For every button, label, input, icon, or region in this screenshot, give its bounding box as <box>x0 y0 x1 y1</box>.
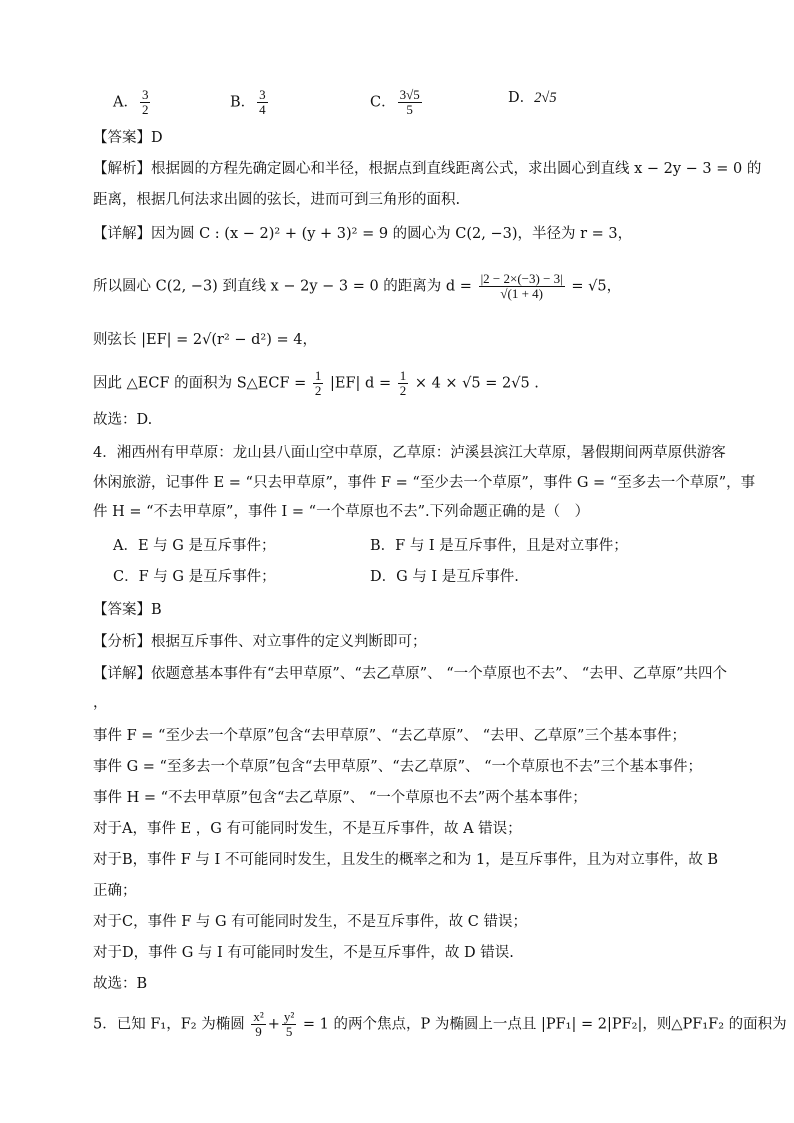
ellipse-fraction-x: $\frac{\text{x²}}{9}$ <box>253 1009 264 1039</box>
ellipse-fraction-y: $\frac{\text{y²}}{5}$ <box>283 1009 295 1039</box>
q3-option-a <box>113 88 152 117</box>
q3-detail-line-3: 则弦长 |EF| = 2√(r² − d²) = 4， <box>93 332 317 348</box>
q3-detail-line-5: 故选：D. <box>93 412 153 428</box>
q4-stem-line-2: 休闲旅游，记事件 E = “只去甲草原”，事件 F = “至少去一个草原”，事件 G = “至多去一个草原”，事 <box>93 475 756 491</box>
q3-option-c-label: C． <box>370 94 396 111</box>
q4-detail-line-9: 故选：B <box>93 976 148 992</box>
q4-detail-line-4: 事件 H = “不去甲草原”包含“去乙草原”、 “一个草原也不去”两个基本事件； <box>93 790 587 806</box>
q4-analysis: 【分析】根据互斥事件、对立事件的定义判断即可； <box>93 634 427 650</box>
answer-tag: 【答案】 <box>93 130 151 146</box>
q4-detail-line-6b: 正确； <box>93 883 137 899</box>
answer-value: B <box>151 602 162 618</box>
analysis-tag: 【解析】 <box>93 161 151 177</box>
q3-option-c <box>370 88 424 117</box>
q3-option-b-label: B． <box>230 94 256 111</box>
q3-option-d <box>508 88 557 108</box>
q4-option-d: D．G 与 I 是互斥事件. <box>370 569 519 585</box>
detail-tag: 【详解】 <box>93 666 151 682</box>
q4-detail-line-6: 对于B，事件 F 与 I 不可能同时发生，且发生的概率之和为 1，是互斥事件，且为对立事件，故 B <box>93 852 718 868</box>
q3-option-d-value: 2√5 <box>534 90 557 106</box>
q3-detail-line-2: 所以圆心 C(2, −3) 到直线 x − 2y − 3 = 0 的距离为 d = $\frac{|2 - 2\times(-3) - 3|}{√(1 + 4)}$ = √5， <box>93 271 622 301</box>
q4-detail-line-3: 事件 G = “至多去一个草原”包含“去甲草原”、“去乙草原”、 “一个草原也不去”三个基本事件； <box>93 759 702 775</box>
analysis-tag: 【分析】 <box>93 634 151 650</box>
q3-answer <box>93 128 163 148</box>
q3-option-d-label: D． <box>508 90 535 106</box>
q4-answer <box>93 600 162 620</box>
q4-stem-line-1: 4．湘西州有甲草原：龙山县八面山空中草原，乙草原：泸溪县滨江大草原，暑假期间两草原供游客 <box>93 445 726 461</box>
distance-fraction: $\frac{|2 - 2\times(-3) - 3|}{√(1 + 4)}$ <box>480 271 563 301</box>
q4-detail-line-8: 对于D，事件 G 与 I 有可能同时发生，不是互斥事件，故 D 错误. <box>93 945 514 961</box>
q5-stem: 5．已知 F₁，F₂ 为椭圆 $\frac{\text{x²}}{9}$ + $\frac{\text{y²}}{5}$ = 1 的两个焦点，P 为椭圆上一点且 |PF₁| = 2|PF₂|，则△PF₁F₂ 的面积为 <box>93 1009 787 1039</box>
q4-option-b: B．F 与 I 是互斥事件，且是对立事件； <box>370 538 628 554</box>
q4-detail-line-1b: ， <box>93 695 108 711</box>
half-fraction-1: $\frac{1}{2}$ <box>314 368 322 398</box>
answer-tag: 【答案】 <box>93 602 151 618</box>
q3-option-a-fraction: $\frac{3}{2}$ <box>141 87 149 117</box>
answer-value: D <box>151 130 163 146</box>
q3-analysis-line-1: 【解析】根据圆的方程先确定圆心和半径，根据点到直线距离公式，求出圆心到直线 x − 2y − 3 = 0 的 <box>93 161 762 177</box>
q4-stem-line-3: 件 H = “不去甲草原”，事件 I = “一个草原也不去”.下列命题正确的是（ ） <box>93 504 590 520</box>
q3-option-c-fraction: $\frac{3√5}{5}$ <box>399 87 420 117</box>
q3-detail-line-1: 【详解】因为圆 C : (x − 2)² + (y + 3)² = 9 的圆心为 C(2, −3)，半径为 r = 3， <box>93 226 633 242</box>
q4-detail-line-5: 对于A，事件 E ，G 有可能同时发生，不是互斥事件，故 A 错误； <box>93 821 522 837</box>
q4-option-a: A．E 与 G 是互斥事件； <box>113 538 276 554</box>
q4-detail-line-2: 事件 F = “至少去一个草原”包含“去甲草原”、“去乙草原”、 “去甲、乙草原”三个基本事件； <box>93 728 686 744</box>
q3-analysis-line-2: 距离，根据几何法求出圆的弦长，进而可到三角形的面积. <box>93 192 461 208</box>
q4-detail-line-1: 【详解】依题意基本事件有“去甲草原”、“去乙草原”、 “一个草原也不去”、 “去甲、乙草原”共四个 <box>93 666 728 682</box>
half-fraction-2: $\frac{1}{2}$ <box>399 368 407 398</box>
q3-option-b-fraction: $\frac{3}{4}$ <box>259 87 266 117</box>
q3-option-a-label: A． <box>113 94 138 111</box>
q3-detail-line-4: 因此 △ECF 的面积为 S△ECF = $\frac{1}{2}$ |EF| d = $\frac{1}{2}$ × 4 × √5 = 2√5 . <box>93 368 539 398</box>
q4-option-c: C．F 与 G 是互斥事件； <box>113 569 276 585</box>
q3-option-b <box>230 88 270 117</box>
q4-detail-line-7: 对于C，事件 F 与 G 有可能同时发生，不是互斥事件，故 C 错误； <box>93 914 527 930</box>
detail-tag: 【详解】 <box>93 226 151 242</box>
